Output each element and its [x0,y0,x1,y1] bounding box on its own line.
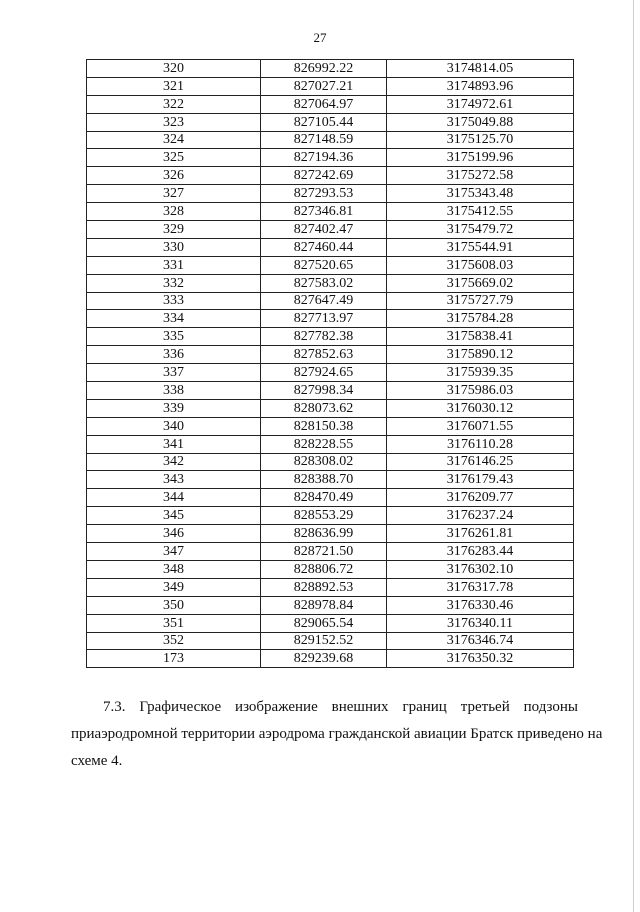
point-number-cell: 348 [87,560,261,578]
x-coordinate-cell: 828150.38 [261,417,387,435]
point-number-cell: 352 [87,632,261,650]
table-row [87,185,574,203]
x-coordinate-cell: 827520.65 [261,256,387,274]
x-coordinate-cell: 828470.49 [261,489,387,507]
y-coordinate-cell: 3175272.58 [387,167,574,185]
y-coordinate-cell: 3176283.44 [387,543,574,561]
x-coordinate-cell: 828978.84 [261,596,387,614]
x-coordinate-cell: 828073.62 [261,399,387,417]
x-coordinate-cell: 827105.44 [261,113,387,131]
table-row [87,614,574,632]
y-coordinate-cell: 3174893.96 [387,77,574,95]
table-row [87,346,574,364]
paragraph-word: третьей [460,699,510,715]
table-row [87,489,574,507]
point-number-cell: 336 [87,346,261,364]
x-coordinate-cell: 827402.47 [261,221,387,239]
table-row [87,238,574,256]
table-row [87,453,574,471]
y-coordinate-cell: 3175838.41 [387,328,574,346]
x-coordinate-cell: 827027.21 [261,77,387,95]
point-number-cell: 326 [87,167,261,185]
table-row [87,77,574,95]
table-row [87,310,574,328]
point-number-cell: 324 [87,131,261,149]
y-coordinate-cell: 3176346.74 [387,632,574,650]
point-number-cell: 332 [87,274,261,292]
x-coordinate-cell: 829152.52 [261,632,387,650]
table-row [87,435,574,453]
y-coordinate-cell: 3176302.10 [387,560,574,578]
point-number-cell: 322 [87,95,261,113]
point-number-cell: 330 [87,238,261,256]
table-row [87,417,574,435]
table-row [87,382,574,400]
table-row [87,596,574,614]
table-row [87,95,574,113]
coordinates-table-body [87,60,574,668]
point-number-cell: 173 [87,650,261,668]
y-coordinate-cell: 3174814.05 [387,60,574,78]
coordinates-table [86,59,574,668]
paragraph-word: границ [402,699,447,715]
y-coordinate-cell: 3176340.11 [387,614,574,632]
table-row [87,203,574,221]
x-coordinate-cell: 827852.63 [261,346,387,364]
point-number-cell: 340 [87,417,261,435]
y-coordinate-cell: 3175479.72 [387,221,574,239]
y-coordinate-cell: 3176350.32 [387,650,574,668]
point-number-cell: 333 [87,292,261,310]
y-coordinate-cell: 3176261.81 [387,525,574,543]
point-number-cell: 335 [87,328,261,346]
point-number-cell: 345 [87,507,261,525]
table-row [87,632,574,650]
point-number-cell: 338 [87,382,261,400]
table-row [87,167,574,185]
y-coordinate-cell: 3175608.03 [387,256,574,274]
x-coordinate-cell: 829239.68 [261,650,387,668]
y-coordinate-cell: 3175727.79 [387,292,574,310]
point-number-cell: 329 [87,221,261,239]
x-coordinate-cell: 827583.02 [261,274,387,292]
table-row [87,292,574,310]
y-coordinate-cell: 3176030.12 [387,399,574,417]
x-coordinate-cell: 827782.38 [261,328,387,346]
y-coordinate-cell: 3175125.70 [387,131,574,149]
point-number-cell: 343 [87,471,261,489]
table-row [87,560,574,578]
point-number-cell: 346 [87,525,261,543]
paragraph-word: 7.3. [103,699,126,715]
x-coordinate-cell: 828388.70 [261,471,387,489]
x-coordinate-cell: 827924.65 [261,364,387,382]
paragraph-line-2: приаэродромной территории аэродрома гражданской авиации Братск приведено на [71,726,603,742]
y-coordinate-cell: 3176110.28 [387,435,574,453]
y-coordinate-cell: 3176330.46 [387,596,574,614]
section-paragraph [71,694,603,775]
page-number: 27 [313,30,327,45]
point-number-cell: 325 [87,149,261,167]
x-coordinate-cell: 827998.34 [261,382,387,400]
paragraph-line-3: схеме 4. [71,753,123,769]
y-coordinate-cell: 3175343.48 [387,185,574,203]
y-coordinate-cell: 3176071.55 [387,417,574,435]
table-row [87,364,574,382]
table-row [87,543,574,561]
x-coordinate-cell: 827647.49 [261,292,387,310]
x-coordinate-cell: 827064.97 [261,95,387,113]
point-number-cell: 341 [87,435,261,453]
table-row [87,650,574,668]
x-coordinate-cell: 828806.72 [261,560,387,578]
point-number-cell: 328 [87,203,261,221]
x-coordinate-cell: 826992.22 [261,60,387,78]
x-coordinate-cell: 827194.36 [261,149,387,167]
x-coordinate-cell: 827242.69 [261,167,387,185]
y-coordinate-cell: 3175939.35 [387,364,574,382]
x-coordinate-cell: 828636.99 [261,525,387,543]
page-edge-line [633,0,634,912]
y-coordinate-cell: 3174972.61 [387,95,574,113]
y-coordinate-cell: 3175049.88 [387,113,574,131]
x-coordinate-cell: 829065.54 [261,614,387,632]
y-coordinate-cell: 3175890.12 [387,346,574,364]
point-number-cell: 347 [87,543,261,561]
point-number-cell: 334 [87,310,261,328]
y-coordinate-cell: 3176237.24 [387,507,574,525]
x-coordinate-cell: 828721.50 [261,543,387,561]
point-number-cell: 331 [87,256,261,274]
table-row [87,507,574,525]
y-coordinate-cell: 3175784.28 [387,310,574,328]
y-coordinate-cell: 3175986.03 [387,382,574,400]
table-row [87,578,574,596]
table-row [87,131,574,149]
paragraph-word: подзоны [523,699,578,715]
table-row [87,525,574,543]
table-row [87,274,574,292]
table-row [87,113,574,131]
y-coordinate-cell: 3175544.91 [387,238,574,256]
point-number-cell: 337 [87,364,261,382]
paragraph-line-1 [71,694,578,721]
point-number-cell: 349 [87,578,261,596]
paragraph-word: Графическое [139,699,222,715]
table-row [87,60,574,78]
paragraph-word: внешних [331,699,389,715]
y-coordinate-cell: 3176209.77 [387,489,574,507]
table-row [87,328,574,346]
point-number-cell: 350 [87,596,261,614]
table-row [87,256,574,274]
point-number-cell: 321 [87,77,261,95]
x-coordinate-cell: 828308.02 [261,453,387,471]
table-row [87,399,574,417]
y-coordinate-cell: 3176146.25 [387,453,574,471]
table-row [87,221,574,239]
point-number-cell: 323 [87,113,261,131]
x-coordinate-cell: 828892.53 [261,578,387,596]
point-number-cell: 344 [87,489,261,507]
table-row [87,149,574,167]
x-coordinate-cell: 827460.44 [261,238,387,256]
x-coordinate-cell: 828553.29 [261,507,387,525]
x-coordinate-cell: 827148.59 [261,131,387,149]
y-coordinate-cell: 3175412.55 [387,203,574,221]
y-coordinate-cell: 3175669.02 [387,274,574,292]
point-number-cell: 339 [87,399,261,417]
point-number-cell: 342 [87,453,261,471]
y-coordinate-cell: 3175199.96 [387,149,574,167]
x-coordinate-cell: 828228.55 [261,435,387,453]
point-number-cell: 320 [87,60,261,78]
y-coordinate-cell: 3176317.78 [387,578,574,596]
x-coordinate-cell: 827713.97 [261,310,387,328]
paragraph-word: изображение [235,699,318,715]
y-coordinate-cell: 3176179.43 [387,471,574,489]
x-coordinate-cell: 827346.81 [261,203,387,221]
point-number-cell: 351 [87,614,261,632]
table-row [87,471,574,489]
point-number-cell: 327 [87,185,261,203]
x-coordinate-cell: 827293.53 [261,185,387,203]
